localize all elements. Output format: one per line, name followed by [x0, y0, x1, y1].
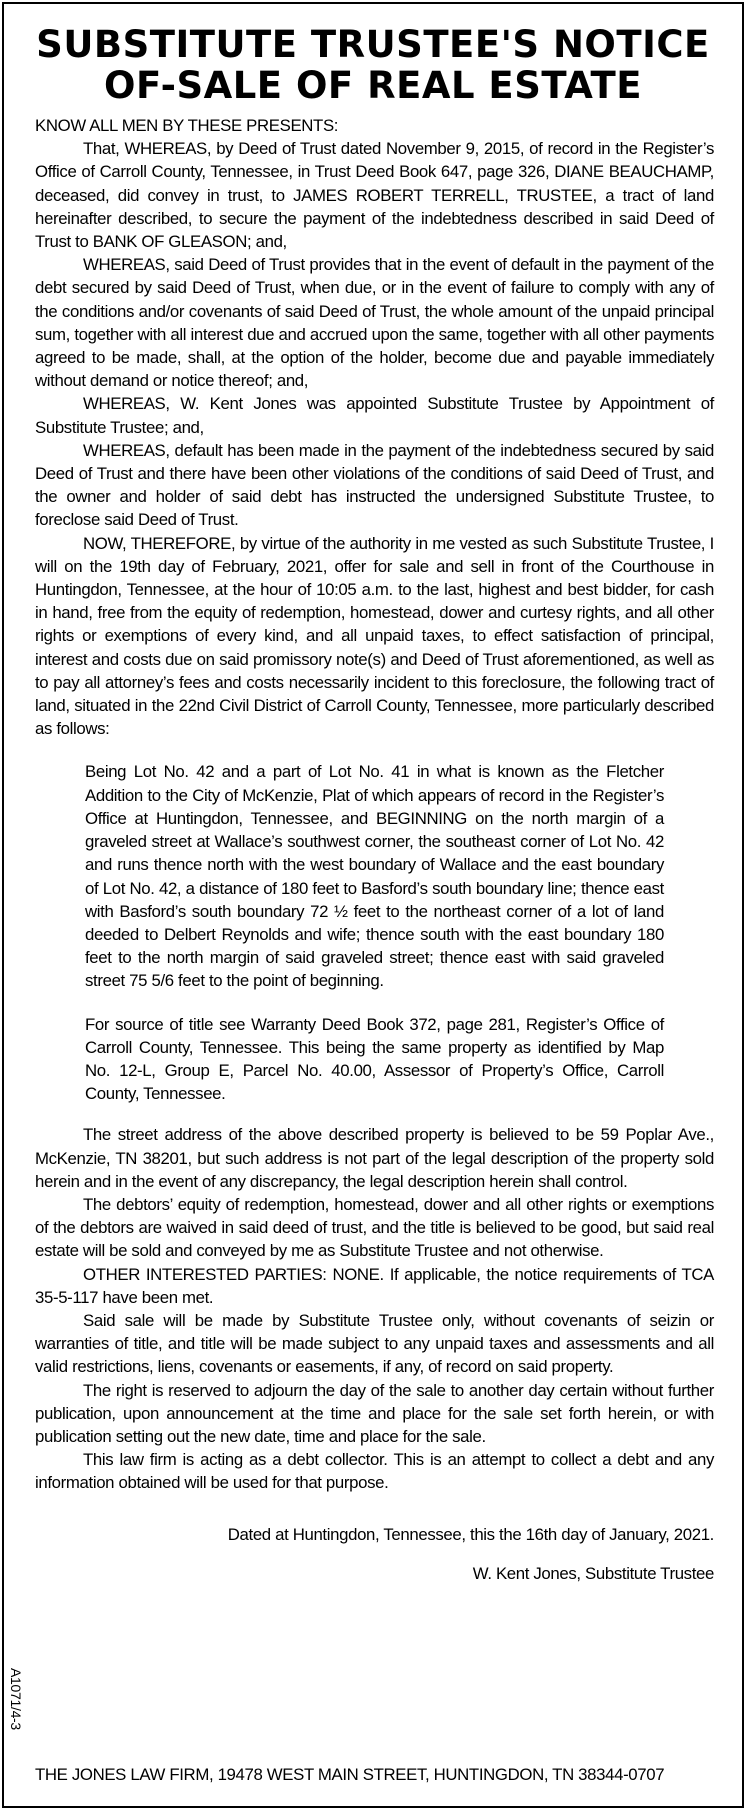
paragraph-adjournment: The right is reserved to adjourn the day of the sale to another day certain without further publication, upon announcement at the time and place for the sale set forth herein, or with publication setting out the new date, time and place for the sale.: [35, 1380, 714, 1446]
law-firm-address: THE JONES LAW FIRM, 19478 WEST MAIN STREET, HUNTINGDON, TN 38344-0707: [35, 1765, 665, 1784]
opening-line: KNOW ALL MEN BY THESE PRESENTS:: [35, 116, 339, 135]
title-source: For source of title see Warranty Deed Book 372, page 281, Register’s Office of Carroll County, Tennessee. This being the same property as identified by Map No. 12-L, Group E, Parcel No. 40.00, Assessor of Property’s Office, Carroll County, Tennessee.: [85, 1014, 664, 1104]
property-description: Being Lot No. 42 and a part of Lot No. 41 in what is known as the Fletcher Addition to the City of McKenzie, Plat of which appears of record in the Register’s Office at Huntingdon, Tennessee, and BEGINNING on the north margin of a graveled street at Wallace’s southwest corner, the southeast corner of Lot No. 42 and runs thence north with the west boundary of Wallace and the east boundary of Lot No. 42, a distance of 180 feet to Basford’s south boundary line; thence east with Basford’s south boundary 72 ½ feet to the northeast corner of a lot of land deeded to Delbert Reynolds and wife; thence south with the east boundary 180 feet to the north margin of said graveled street; thence east with said graveled street 75 5/6 feet to the point of beginning.: [85, 762, 664, 991]
notice-title: [14, 24, 732, 106]
paragraph-deed-of-trust: That, WHEREAS, by Deed of Trust dated November 9, 2015, of record in the Register’s Office of Carroll County, Tennessee, in Trust Deed Book 647, page 326, DIANE BEAUCHAMP, deceased, did convey in trust, to JAMES ROBERT TERRELL, TRUSTEE, a tract of land hereinafter described, to secure the payment of the indebtedness described in said Deed of Trust to BANK OF GLEASON; and,: [35, 139, 714, 252]
paragraph-debt-collector: This law firm is acting as a debt collector. This is an attempt to collect a debt and any information obtained will be used for that purpose.: [35, 1450, 714, 1493]
paragraph-sale-terms: NOW, THEREFORE, by virtue of the authority in me vested as such Substitute Trustee, I will on the 19th day of February, 2021, offer for sale and sell in front of the Courthouse in Huntingdon, Tennessee, at the hour of 10:05 a.m. to the last, highest and best bidder, for cash in hand, free from the equity of redemption, homestead, dower and curtesy rights, and all other rights or exemptions of every kind, and all unpaid taxes, to effect satisfaction of principal, interest and costs due on said promissory note(s) and Deed of Trust aforementioned, as well as to pay all attorney’s fees and costs necessarily incident to this foreclosure, the following tract of land, situated in the 22nd Civil District of Carroll County, Tennessee, more particularly described as follows:: [35, 533, 714, 739]
title-line-1: SUBSTITUTE TRUSTEE'S NOTICE: [36, 23, 710, 66]
paragraph-sale-conditions: Said sale will be made by Substitute Trustee only, without covenants of seizin or warranties of title, and title will be made subject to any unpaid taxes and assessments and all valid restrictions, liens, covenants or easements, if any, of record on said property.: [35, 1310, 714, 1377]
dated-line: Dated at Huntingdon, Tennessee, this the 16th day of January, 2021.: [227, 1524, 714, 1544]
ad-code: A1071/4-3: [8, 1668, 24, 1730]
signer-line: W. Kent Jones, Substitute Trustee: [472, 1563, 714, 1583]
notice-body: [35, 114, 714, 1495]
paragraph-equity-waived: The debtors’ equity of redemption, homestead, dower and all other rights or exemptions of the debtors are waived in said deed of trust, and the title is believed to be good, but said real estate will be sold and conveyed by me as Substitute Trustee and not otherwise.: [35, 1194, 714, 1261]
paragraph-street-address: The street address of the above described property is believed to be 59 Poplar Ave., McKenzie, TN 38201, but such address is not part of the legal description of the property sold herein and in the event of any discrepancy, the legal description herein shall control.: [35, 1125, 714, 1191]
legal-notice: [2, 2, 744, 1808]
paragraph-interested-parties: OTHER INTERESTED PARTIES: NONE. If applicable, the notice requirements of TCA 35-5-117 have been met.: [35, 1264, 714, 1307]
paragraph-default-made: WHEREAS, default has been made in the payment of the indebtedness secured by said Deed of Trust and there have been other violations of the conditions of said Deed of Trust, and the owner and holder of said debt has instructed the undersigned Substitute Trustee, to foreclose said Deed of Trust.: [35, 440, 714, 530]
paragraph-substitute-trustee: WHEREAS, W. Kent Jones was appointed Substitute Trustee by Appointment of Substitute Trustee; and,: [35, 394, 714, 437]
paragraph-default-provision: WHEREAS, said Deed of Trust provides that in the event of default in the payment of the debt secured by said Deed of Trust, when due, or in the event of failure to comply with any of the conditions and/or covenants of said Deed of Trust, the whole amount of the unpaid principal sum, together with all interest due and accrued upon the same, together with all other payments agreed to be made, shall, at the option of the holder, become due and payable immediately without demand or notice thereof; and,: [35, 255, 714, 391]
title-line-2: OF-SALE OF REAL ESTATE: [104, 64, 642, 107]
